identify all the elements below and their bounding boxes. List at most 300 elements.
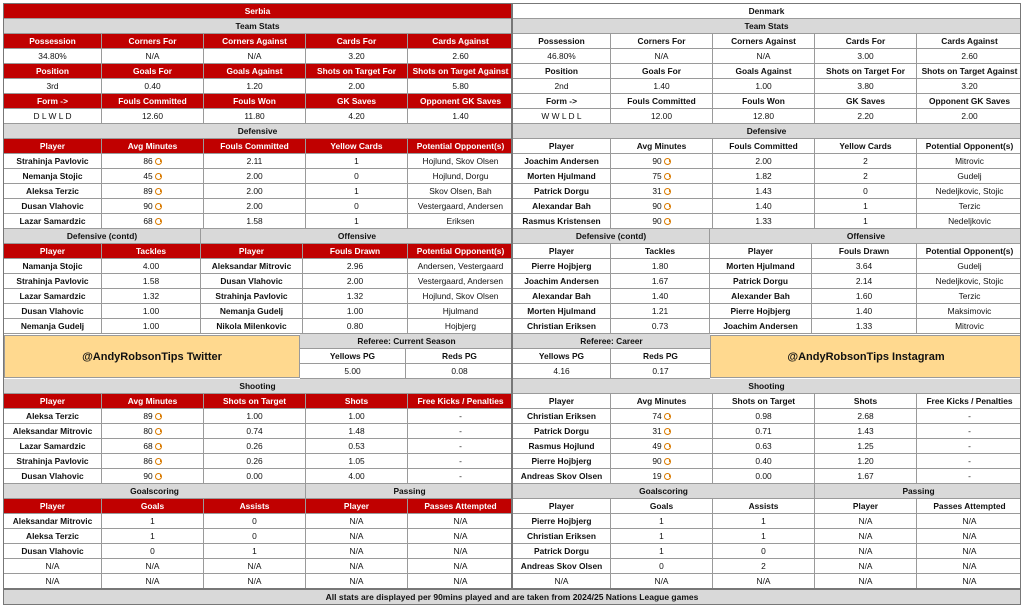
stat-value — [917, 439, 1021, 454]
stat-value — [917, 154, 1021, 169]
stat-value — [815, 154, 917, 169]
column-header — [611, 349, 710, 364]
player-name-text: Nemanja Gudelj — [20, 321, 85, 331]
player-name-text: Aleksa Terzic — [26, 531, 79, 541]
stat-value-text: Mitrovic — [955, 321, 984, 331]
table-row — [4, 469, 511, 484]
stat-value-text: - — [968, 471, 971, 481]
stat-label — [4, 94, 102, 109]
stat-value — [611, 214, 713, 229]
stat-value-text: N/A — [858, 546, 873, 556]
stat-value-text: - — [459, 411, 462, 421]
stopwatch-icon — [664, 173, 671, 180]
stat-label — [513, 64, 611, 79]
stat-label — [513, 34, 611, 49]
player-name-text: Strahinja Pavlovic — [16, 456, 89, 466]
team-name-text: Serbia — [244, 6, 271, 16]
stat-value — [812, 274, 917, 289]
stat-label — [815, 34, 917, 49]
player-name-text: Morten Hjulmand — [527, 306, 596, 316]
stat-value-text: 0 — [659, 561, 664, 571]
column-header — [204, 139, 306, 154]
stat-value-text: 0 — [354, 201, 359, 211]
table-row — [513, 64, 1020, 79]
stat-value — [102, 439, 204, 454]
table-row — [513, 499, 1020, 514]
stat-value-text: 89 — [143, 186, 153, 196]
stat-value-text: Hojlund, Skov Olsen — [422, 291, 499, 301]
stat-value — [303, 289, 408, 304]
table-row — [4, 94, 511, 109]
stat-value-text: 2nd — [554, 81, 569, 91]
stat-label — [713, 64, 815, 79]
column-header — [917, 499, 1021, 514]
player-name — [4, 319, 102, 334]
player-name-text: Rasmus Hojlund — [528, 441, 595, 451]
table-row — [513, 244, 1020, 259]
stat-value — [917, 574, 1021, 589]
stat-value — [917, 274, 1021, 289]
column-header-text: Free Kicks / Penalties — [417, 396, 504, 406]
stat-value-text: Terzic — [958, 201, 981, 211]
table-row — [513, 274, 1020, 289]
stat-value-text: 1.32 — [346, 291, 364, 301]
stat-value — [408, 469, 512, 484]
stat-value — [408, 154, 512, 169]
stat-value-text: N/A — [453, 561, 468, 571]
player-name — [513, 319, 611, 334]
stat-value — [611, 199, 713, 214]
stat-value — [713, 154, 815, 169]
column-header — [408, 499, 512, 514]
column-header — [815, 139, 917, 154]
stat-value — [102, 214, 204, 229]
stat-value — [611, 49, 713, 64]
table-row — [4, 259, 511, 274]
stat-value-text: 0 — [863, 186, 868, 196]
section-title — [513, 229, 710, 244]
section-title — [513, 379, 1020, 394]
stat-value — [204, 514, 306, 529]
table-row — [513, 19, 1020, 34]
stat-value-text: 0.00 — [755, 471, 772, 481]
stat-value-text: N/A — [654, 576, 669, 586]
stat-value — [815, 559, 917, 574]
stat-label-text: Form -> — [37, 96, 68, 106]
stat-value-text: 0.73 — [651, 321, 669, 331]
player-name — [710, 289, 812, 304]
stat-value — [713, 574, 815, 589]
stopwatch-icon — [155, 188, 162, 195]
stat-value — [917, 49, 1021, 64]
stat-value — [815, 214, 917, 229]
player-name — [4, 544, 102, 559]
player-name — [513, 289, 611, 304]
stat-value-text: 2 — [863, 171, 868, 181]
stat-label-text: Fouls Won — [742, 96, 785, 106]
stat-value — [306, 409, 408, 424]
column-header-text: Fouls Drawn — [329, 246, 381, 256]
table-row — [513, 529, 1020, 544]
player-name-text: Lazar Samardzic — [19, 441, 86, 451]
section-title — [201, 229, 512, 244]
player-name — [513, 574, 611, 589]
player-name — [4, 214, 102, 229]
stat-value-text: 5.80 — [452, 81, 469, 91]
stat-value-text: 1.33 — [855, 321, 873, 331]
stat-value — [408, 424, 512, 439]
stat-value-text: 1.32 — [142, 291, 160, 301]
stat-value-text: - — [459, 456, 462, 466]
stat-value — [102, 319, 201, 334]
stat-label-text: Possession — [538, 36, 585, 46]
table-row — [4, 244, 511, 259]
team-name-text: Denmark — [748, 6, 785, 16]
stat-value — [815, 529, 917, 544]
stat-value — [303, 274, 408, 289]
stat-value-text: - — [459, 426, 462, 436]
column-header — [408, 394, 512, 409]
stat-value — [204, 214, 306, 229]
table-row — [4, 34, 511, 49]
stat-value — [611, 424, 713, 439]
stat-value-text: 2.14 — [855, 276, 873, 286]
player-name — [4, 184, 102, 199]
stat-value-text: Hjulmand — [442, 306, 479, 316]
stat-value — [408, 49, 512, 64]
column-header — [815, 499, 917, 514]
stat-value-text: 1 — [863, 216, 868, 226]
stat-value — [713, 79, 815, 94]
stat-value — [204, 154, 306, 169]
column-header — [513, 244, 611, 259]
stat-value-text: W W L D L — [541, 111, 582, 121]
stat-value-text: 1.20 — [246, 81, 263, 91]
stat-value — [408, 259, 512, 274]
stat-value — [303, 319, 408, 334]
stat-value-text: 12.00 — [651, 111, 672, 121]
stat-value — [204, 574, 306, 589]
column-header-text: Reds PG — [643, 351, 678, 361]
player-name — [4, 574, 102, 589]
stat-value-text: 1.25 — [857, 441, 874, 451]
column-header-text: Reds PG — [442, 351, 477, 361]
stat-value-text: 1 — [659, 516, 664, 526]
stat-value — [513, 364, 611, 379]
stat-label — [204, 34, 306, 49]
table-row — [513, 139, 1020, 154]
stat-value — [102, 409, 204, 424]
stat-value — [306, 79, 408, 94]
column-header-text: Player — [548, 141, 575, 151]
stat-value-text: 3.20 — [961, 81, 978, 91]
stat-value — [204, 49, 306, 64]
stat-value — [204, 109, 306, 124]
stat-value-text: 0.17 — [652, 366, 669, 376]
player-name — [4, 529, 102, 544]
stat-value-text: 1 — [354, 186, 359, 196]
stat-value-text: 1.20 — [857, 456, 874, 466]
stat-value — [815, 544, 917, 559]
stopwatch-icon — [664, 203, 671, 210]
stat-label-text: Form -> — [546, 96, 577, 106]
table-row — [4, 514, 511, 529]
stat-value-text: 4.20 — [348, 111, 365, 121]
stat-value-text: 4.00 — [348, 471, 365, 481]
column-header — [408, 139, 512, 154]
stat-value-text: 1.33 — [755, 216, 772, 226]
stat-value — [513, 109, 611, 124]
player-name-text: Pierre Hojbjerg — [730, 306, 791, 316]
stat-value — [815, 424, 917, 439]
table-row — [513, 439, 1020, 454]
stopwatch-icon — [155, 413, 162, 420]
stat-value-text: N/A — [654, 51, 669, 61]
table-row — [4, 124, 511, 139]
stat-value-text: 0 — [252, 531, 257, 541]
table-row — [513, 169, 1020, 184]
stat-value-text: N/A — [453, 531, 468, 541]
stat-value — [611, 169, 713, 184]
column-header — [513, 349, 611, 364]
stat-value-text: N/A — [349, 576, 364, 586]
table-row — [4, 169, 511, 184]
stat-value-text: N/A — [247, 51, 262, 61]
player-name-text: Dusan Vlahovic — [21, 306, 84, 316]
stat-label-text: Corners Against — [731, 36, 796, 46]
stat-value-text: 2.00 — [755, 156, 772, 166]
stat-label-text: Corners For — [128, 36, 177, 46]
stat-value — [812, 259, 917, 274]
column-header — [4, 394, 102, 409]
stat-label-text: Cards For — [845, 36, 886, 46]
player-name-text: Dusan Vlahovic — [220, 276, 283, 286]
stat-label — [204, 94, 306, 109]
stat-value-text: Hojlund, Skov Olsen — [422, 156, 499, 166]
player-name — [513, 559, 611, 574]
player-name — [201, 319, 303, 334]
stat-value-text: N/A — [145, 51, 160, 61]
stat-value — [102, 529, 204, 544]
section-title — [710, 229, 1021, 244]
stat-value — [408, 184, 512, 199]
stat-value-text: 5.00 — [344, 366, 361, 376]
stat-value — [408, 79, 512, 94]
column-header-text: Player — [747, 246, 774, 256]
stat-label-text: Fouls Committed — [627, 96, 696, 106]
column-header-text: Shots on Target — [731, 396, 796, 406]
stat-value — [408, 304, 512, 319]
stat-value-text: 1.40 — [855, 306, 873, 316]
stat-value — [408, 559, 512, 574]
referee-title-text: Referee: Current Season — [357, 336, 456, 346]
stat-value-text: 2.60 — [961, 51, 978, 61]
stat-value-text: 1 — [659, 546, 664, 556]
column-header — [917, 394, 1021, 409]
stat-label-text: Cards Against — [432, 36, 489, 46]
table-row — [4, 499, 511, 514]
stat-value-text: Hojlund, Dorgu — [432, 171, 489, 181]
column-header-text: Passes Attempted — [933, 501, 1006, 511]
stat-value-text: 1.40 — [653, 81, 670, 91]
stat-value — [611, 259, 710, 274]
table-row — [4, 214, 511, 229]
stat-value — [917, 559, 1021, 574]
section-title-text: Passing — [902, 486, 935, 496]
team-name — [4, 4, 511, 19]
stat-label — [713, 94, 815, 109]
player-name-text: Alexander Bah — [731, 291, 790, 301]
stopwatch-icon — [155, 203, 162, 210]
stopwatch-icon — [155, 173, 162, 180]
column-header-text: Player — [548, 501, 575, 511]
stat-label-text: Goals For — [641, 66, 682, 76]
stat-label-text: Corners Against — [222, 36, 287, 46]
table-row — [513, 4, 1020, 19]
stat-value-text: 1 — [150, 531, 155, 541]
stopwatch-icon — [155, 458, 162, 465]
table-row — [513, 289, 1020, 304]
stat-value — [611, 109, 713, 124]
stat-value-text: 2.00 — [346, 276, 364, 286]
stat-value-text: 90 — [652, 216, 662, 226]
table-row — [4, 319, 511, 334]
stat-value — [408, 544, 512, 559]
stat-value — [611, 574, 713, 589]
column-header — [713, 394, 815, 409]
column-header — [815, 394, 917, 409]
stat-value — [204, 424, 306, 439]
stat-value — [713, 409, 815, 424]
player-name-text: Aleksa Terzic — [26, 186, 79, 196]
stat-value-text: 1 — [354, 156, 359, 166]
stopwatch-icon — [155, 473, 162, 480]
stat-value-text: 46.80% — [547, 51, 576, 61]
table-row — [513, 229, 1020, 244]
column-header-text: Avg Minutes — [127, 396, 178, 406]
stat-value — [408, 454, 512, 469]
column-header — [917, 139, 1021, 154]
stat-label-text: Goals Against — [226, 66, 283, 76]
stat-value-text: 12.60 — [142, 111, 163, 121]
stat-value — [204, 529, 306, 544]
stat-label — [611, 64, 713, 79]
stat-value-text: 4.00 — [142, 261, 160, 271]
column-header — [306, 499, 408, 514]
stat-value — [408, 199, 512, 214]
stat-label — [815, 64, 917, 79]
stat-value — [611, 529, 713, 544]
player-name — [513, 304, 611, 319]
stat-value — [611, 274, 710, 289]
stat-value — [4, 79, 102, 94]
player-name — [710, 259, 812, 274]
stat-value-text: 68 — [143, 216, 153, 226]
section-title — [4, 229, 201, 244]
stat-value-text: N/A — [962, 546, 977, 556]
stat-value — [917, 199, 1021, 214]
stat-value-text: 0 — [354, 171, 359, 181]
table-row — [4, 79, 511, 94]
stat-value — [102, 199, 204, 214]
stat-value — [408, 274, 512, 289]
stat-value — [812, 289, 917, 304]
player-name-text: Nikola Milenkovic — [216, 321, 287, 331]
stat-label-text: Shots on Target For — [317, 66, 396, 76]
player-name-text: Patrick Dorgu — [733, 276, 788, 286]
stat-value-text: N/A — [349, 546, 364, 556]
stat-value — [611, 79, 713, 94]
stat-label — [408, 64, 512, 79]
stat-value-text: 0.26 — [246, 456, 263, 466]
stat-value-text: 1.00 — [142, 321, 160, 331]
stat-value — [102, 514, 204, 529]
stat-value-text: 2.00 — [348, 81, 365, 91]
stat-value-text: 90 — [652, 156, 662, 166]
stat-value — [4, 109, 102, 124]
player-name-text: Joachim Andersen — [723, 321, 798, 331]
table-row — [4, 559, 511, 574]
stat-label — [306, 94, 408, 109]
stat-value — [406, 364, 512, 379]
stat-label — [713, 34, 815, 49]
stat-value-text: 0 — [252, 516, 257, 526]
stat-value — [513, 79, 611, 94]
player-name-text: Lazar Samardzic — [19, 291, 86, 301]
column-header — [204, 394, 306, 409]
table-row — [513, 469, 1020, 484]
stat-value — [713, 214, 815, 229]
table-row — [513, 49, 1020, 64]
section-title — [306, 484, 512, 499]
player-name — [513, 184, 611, 199]
column-header-text: Player — [548, 246, 575, 256]
stat-value — [306, 454, 408, 469]
stat-value — [917, 424, 1021, 439]
stat-label-text: Possession — [29, 36, 76, 46]
stat-value-text: 34.80% — [38, 51, 67, 61]
player-name — [201, 259, 303, 274]
stopwatch-icon — [664, 218, 671, 225]
stat-value — [306, 154, 408, 169]
stat-value — [713, 529, 815, 544]
stat-label-text: Fouls Committed — [118, 96, 187, 106]
player-name-text: Aleksandar Mitrovic — [12, 426, 93, 436]
section-title-text: Offensive — [846, 231, 886, 241]
section-title-text: Defensive (contd) — [575, 231, 647, 241]
stat-value-text: 2.00 — [246, 171, 263, 181]
stat-value — [917, 289, 1021, 304]
stat-value — [306, 544, 408, 559]
stat-value — [102, 184, 204, 199]
stopwatch-icon — [664, 428, 671, 435]
stat-value — [408, 574, 512, 589]
stat-value — [917, 259, 1021, 274]
stat-value — [812, 304, 917, 319]
stat-value-text: - — [459, 441, 462, 451]
stat-value — [917, 544, 1021, 559]
stat-value — [102, 559, 204, 574]
stat-value-text: - — [968, 441, 971, 451]
table-row — [513, 454, 1020, 469]
stat-value-text: 1 — [150, 516, 155, 526]
stat-value — [408, 529, 512, 544]
column-header-text: Passes Attempted — [424, 501, 497, 511]
stat-value-text: N/A — [453, 516, 468, 526]
player-name-text: Pierre Hojbjerg — [531, 456, 592, 466]
player-name-text: Namanja Stojic — [22, 261, 83, 271]
stat-value-text: 1.58 — [246, 216, 263, 226]
